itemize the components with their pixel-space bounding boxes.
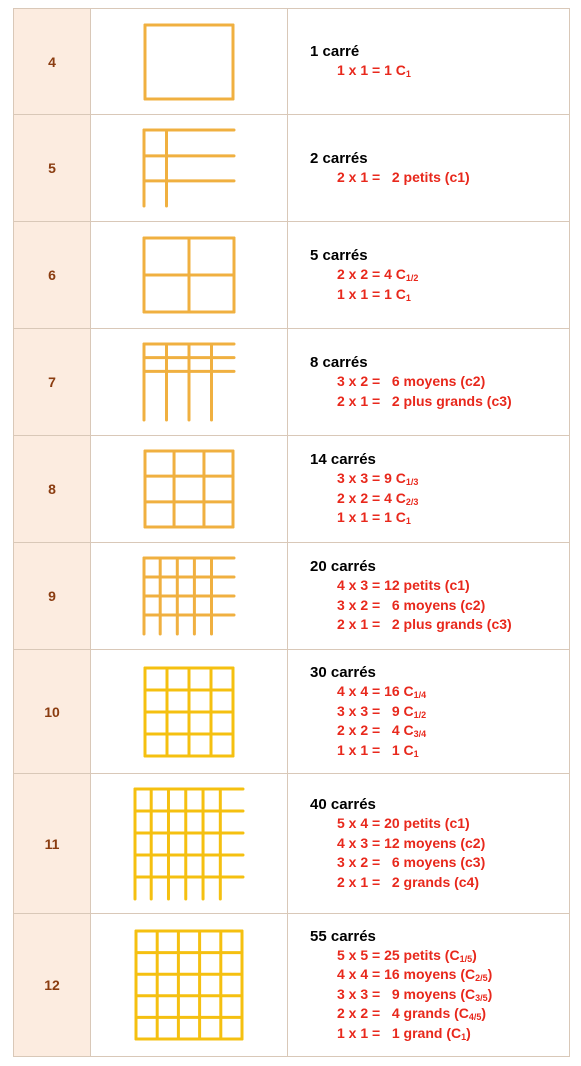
formula-line (310, 615, 569, 635)
formula-text: 3 x 3 = 9 moyens (C (337, 985, 476, 1002)
count-cell (288, 329, 570, 436)
row-number: 11 (14, 774, 91, 914)
figure-cell (91, 650, 288, 774)
square-count-title: 14 carrés (310, 451, 376, 469)
formula-line (310, 508, 569, 528)
formula-subscript: 1/5 (459, 953, 473, 964)
matchstick-grid-figure (142, 448, 236, 530)
figure-cell (91, 774, 288, 914)
figure-cell (91, 914, 288, 1057)
formula-text: 5 x 4 = 20 petits (c1) (337, 815, 470, 831)
matchstick-grid-figure (141, 235, 237, 315)
formula-line (310, 489, 569, 509)
formula-line (310, 576, 569, 596)
count-cell (288, 222, 570, 329)
count-cell (288, 774, 570, 914)
square-count-title: 2 carrés (310, 149, 368, 167)
row-number: 5 (14, 115, 91, 222)
matchstick-grid-figure (133, 928, 245, 1042)
formula-text: 4 x 3 = 12 petits (c1) (337, 577, 470, 594)
formula-text: 3 x 2 = 6 moyens (c3) (337, 854, 486, 870)
formula-suffix: ) (466, 1024, 471, 1041)
formula-subscript: 4/5 (468, 1012, 482, 1023)
formula-subscript: 2/5 (475, 973, 488, 984)
formula-line (310, 873, 569, 893)
figure-cell (91, 222, 288, 329)
table-row (14, 914, 570, 1057)
formula-text: 2 x 1 = 2 plus grands (c3) (337, 392, 512, 409)
formula-subscript: 1 (405, 516, 411, 527)
square-count-title: 8 carrés (310, 354, 368, 371)
formula-text: 1 x 1 = 1 C (337, 741, 414, 758)
row-number: 4 (14, 9, 91, 115)
formula-line (310, 596, 569, 616)
formula-line (310, 1024, 569, 1044)
row-number: 6 (14, 222, 91, 329)
table-row (14, 222, 570, 329)
formula-line (310, 265, 569, 285)
formula-line (310, 1004, 569, 1024)
formula-text: 4 x 4 = 16 moyens (C (337, 966, 476, 983)
square-count-title: 1 carré (310, 43, 360, 61)
formula-text: 2 x 2 = 4 C (337, 489, 406, 506)
table-row (14, 329, 570, 436)
formula-line (310, 853, 569, 873)
count-cell (288, 650, 570, 774)
figure-cell (91, 329, 288, 436)
formula-line (310, 721, 569, 741)
formula-text: 3 x 3 = 9 C (337, 702, 414, 719)
formula-line (310, 702, 569, 722)
row-number: 7 (14, 329, 91, 436)
count-cell (288, 914, 570, 1057)
row-number: 9 (14, 543, 91, 650)
formula-subscript: 3/4 (413, 729, 427, 739)
formula-suffix: ) (487, 985, 493, 1002)
matchstick-grid-figure (141, 341, 237, 423)
formula-subscript: 1/2 (405, 273, 419, 283)
row-number: 8 (14, 436, 91, 543)
square-count-title: 30 carrés (310, 664, 376, 681)
figure-cell (91, 9, 288, 115)
row-number: 10 (14, 650, 91, 774)
formula-subscript: 1/3 (405, 477, 419, 488)
formula-text: 3 x 3 = 9 C (337, 470, 406, 487)
formula-line (310, 392, 569, 412)
square-count-title: 40 carrés (310, 796, 376, 813)
table-row (14, 9, 570, 115)
formula-text: 1 x 1 = 1 C (337, 285, 406, 302)
formula-subscript: 1/4 (413, 690, 427, 700)
count-cell (288, 9, 570, 115)
table-row (14, 436, 570, 543)
row-number: 12 (14, 914, 91, 1057)
formula-line (310, 834, 569, 854)
matchstick-grid-figure (132, 786, 246, 902)
formula-text: 1 x 1 = 1 grand (C (337, 1024, 462, 1041)
formula-line (310, 372, 569, 392)
formula-text: 4 x 3 = 12 moyens (c2) (337, 834, 486, 851)
formula-line (310, 61, 569, 81)
formula-line (310, 285, 569, 305)
formula-line (310, 469, 569, 489)
formula-text: 2 x 1 = 2 grands (c4) (337, 873, 480, 890)
formula-line (310, 814, 569, 834)
formula-subscript: 1/2 (413, 709, 427, 720)
formula-text: 2 x 1 = 2 plus grands (c3) (337, 616, 512, 633)
formula-text: 1 x 1 = 1 C (337, 509, 406, 526)
formula-line (310, 965, 569, 985)
formula-subscript: 2/3 (405, 496, 419, 507)
formula-subscript: 1 (405, 292, 411, 303)
formula-suffix: ) (472, 946, 477, 963)
table-row (14, 115, 570, 222)
formula-text: 5 x 5 = 25 petits (C (337, 946, 460, 963)
figure-cell (91, 115, 288, 222)
formula-text: 2 x 2 = 4 C (337, 722, 414, 738)
square-count-title: 5 carrés (310, 247, 368, 264)
formula-text: 3 x 2 = 6 moyens (c2) (337, 596, 486, 613)
matchstick-grid-figure (141, 555, 237, 637)
formula-line (310, 985, 569, 1005)
formula-subscript: 1 (461, 1031, 467, 1042)
squares-table (13, 8, 570, 1057)
formula-suffix: ) (481, 1005, 487, 1022)
formula-subscript: 1 (413, 748, 419, 759)
formula-line (310, 946, 569, 966)
formula-line (310, 168, 569, 188)
formula-text: 2 x 2 = 4 grands (C (337, 1005, 469, 1022)
formula-line (310, 741, 569, 761)
formula-text: 4 x 4 = 16 C (337, 683, 414, 699)
square-count-title: 20 carrés (310, 558, 376, 576)
matchstick-grid-figure (142, 22, 236, 102)
table-row (14, 650, 570, 774)
count-cell (288, 543, 570, 650)
count-cell (288, 115, 570, 222)
square-count-title: 55 carrés (310, 927, 376, 945)
formula-line (310, 682, 569, 702)
formula-text: 2 x 2 = 4 C (337, 266, 406, 282)
formula-text: 3 x 2 = 6 moyens (c2) (337, 373, 486, 389)
formula-subscript: 1 (405, 69, 411, 80)
matchstick-grid-figure (141, 127, 237, 209)
formula-text: 1 x 1 = 1 C (337, 62, 406, 79)
formula-text: 2 x 1 = 2 petits (c1) (337, 168, 470, 185)
table-row (14, 543, 570, 650)
formula-suffix: ) (487, 966, 493, 983)
matchstick-grid-figure (142, 665, 236, 759)
formula-subscript: 3/5 (475, 992, 488, 1003)
figure-cell (91, 543, 288, 650)
count-cell (288, 436, 570, 543)
figure-cell (91, 436, 288, 543)
table-row (14, 774, 570, 914)
